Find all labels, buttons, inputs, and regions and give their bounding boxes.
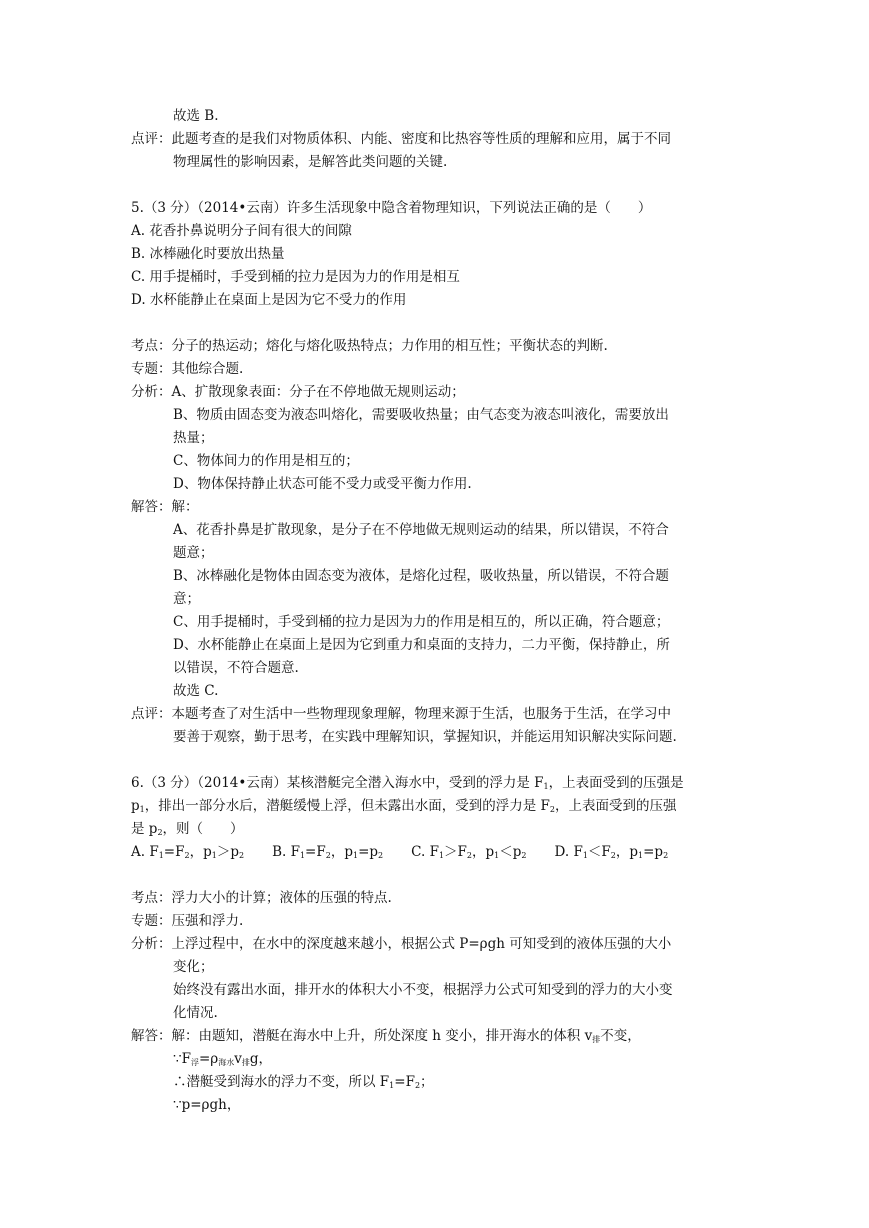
q6-kaodian: 考点：浮力大小的计算；液体的压强的特点. bbox=[131, 890, 392, 906]
q5-jieda-line-4: B、冰棒融化是物体由固态变为液体，是熔化过程，吸收热量，所以错误，不符合题 bbox=[173, 568, 669, 584]
q6-option-b: B. $F_1=F_2$，$p_1=p_2$ bbox=[272, 844, 384, 860]
q6-stem-line-2: $p_1$，排出一部分水后，潜艇缓慢上浮，但未露出水面，受到的浮力是 $F_2$，上表面受到的压强 bbox=[131, 798, 677, 814]
q6-stem-line-1: 6.（3 分）（2014•云南）某核潜艇完全潜入海水中，受到的浮力是 $F_1$，上表面受到的压强是 bbox=[131, 775, 684, 791]
q5-dianping-line-1: 点评：本题考查了对生活中一些物理现象理解，物理来源于生活，也服务于生活，在学习中 bbox=[131, 706, 671, 722]
q6-option-c: C. $F_1>F_2$，$p_1<p_2$ bbox=[411, 844, 527, 860]
q5-jieda-line-5: 意； bbox=[173, 591, 200, 607]
q5-fenxi-line-4: C、物体间力的作用是相互的； bbox=[173, 453, 359, 469]
q5-jieda-line-3: 题意； bbox=[173, 545, 214, 561]
q6-stem-line-3: 是 $p_2$，则（ ） bbox=[131, 821, 244, 837]
q5-stem: 5.（3 分）（2014•云南）许多生活现象中隐含着物理知识，下列说法正确的是（ ） bbox=[131, 200, 652, 216]
q5-jieda-line-2: A、花香扑鼻是扩散现象，是分子在不停地做无规则运动的结果，所以错误，不符合 bbox=[173, 522, 669, 538]
q5-dianping-line-2: 要善于观察，勤于思考，在实践中理解知识，掌握知识，并能运用知识解决实际问题. bbox=[173, 729, 677, 745]
q6-options-row bbox=[131, 841, 668, 867]
q5-zhuanti: 专题：其他综合题. bbox=[131, 361, 244, 377]
q5-fenxi-line-1: 分析：A、扩散现象表面：分子在不停地做无规则运动； bbox=[131, 384, 465, 400]
q5-jieda-line-9: 故选 C. bbox=[173, 683, 219, 699]
q5-fenxi-line-5: D、物体保持静止状态可能不受力或受平衡力作用. bbox=[173, 476, 472, 492]
q6-fenxi-line-3: 始终没有露出水面，排开水的体积大小不变，根据浮力公式可知受到的浮力的大小变 bbox=[173, 982, 673, 998]
q6-jieda-line-2: $\because F_浮=\rho_{海水}v_排g$， bbox=[173, 1051, 273, 1067]
q5-fenxi-line-3: 热量； bbox=[173, 430, 214, 446]
q6-option-a: A. $F_1=F_2$，$p_1>p_2$ bbox=[131, 844, 245, 860]
q5-kaodian: 考点：分子的热运动；熔化与熔化吸热特点；力作用的相互性；平衡状态的判断. bbox=[131, 338, 608, 354]
q5-jieda-line-6: C、用手提桶时，手受到桶的拉力是因为力的作用是相互的，所以正确，符合题意； bbox=[173, 614, 670, 630]
q5-jieda-line-7: D、水杯能静止在桌面上是因为它到重力和桌面的支持力，二力平衡，保持静止，所 bbox=[173, 637, 670, 653]
q6-option-d: D. $F_1<F_2$，$p_1=p_2$ bbox=[554, 844, 669, 860]
q5-option-d: D. 水杯能静止在桌面上是因为它不受力的作用 bbox=[131, 292, 407, 308]
q5-option-b: B. 冰棒融化时要放出热量 bbox=[131, 246, 285, 262]
prev-conclusion: 故选 B. bbox=[173, 108, 219, 124]
q5-option-c: C. 用手提桶时，手受到桶的拉力是因为力的作用是相互 bbox=[131, 269, 460, 285]
q5-option-a: A. 花香扑鼻说明分子间有很大的间隙 bbox=[131, 223, 352, 239]
q5-fenxi-line-2: B、物质由固态变为液态叫熔化，需要吸收热量；由气态变为液态叫液化，需要放出 bbox=[173, 407, 669, 423]
q6-jieda-line-1: 解答：解：由题知，潜艇在海水中上升，所处深度 h 变小，排开海水的体积 $v_排$不变， bbox=[131, 1028, 641, 1044]
q6-jieda-line-3: ∴潜艇受到海水的浮力不变，所以 $F_1=F_2$； bbox=[173, 1074, 434, 1090]
q6-fenxi-line-2: 变化； bbox=[173, 959, 214, 975]
q5-jieda-line-8: 以错误，不符合题意. bbox=[173, 660, 299, 676]
q6-fenxi-line-4: 化情况. bbox=[173, 1005, 218, 1021]
q6-zhuanti: 专题：压强和浮力. bbox=[131, 913, 244, 929]
prev-comment-line-2: 物理属性的影响因素，是解答此类问题的关键. bbox=[173, 154, 448, 170]
prev-comment-line-1: 点评：此题考查的是我们对物质体积、内能、密度和比热容等性质的理解和应用，属于不同 bbox=[131, 131, 671, 147]
q6-fenxi-line-1: 分析：上浮过程中，在水中的深度越来越小，根据公式 P=ρgh 可知受到的液体压强的大小 bbox=[131, 936, 672, 952]
q5-jieda-line-1: 解答：解： bbox=[131, 499, 199, 515]
q6-jieda-line-4: ∵p=ρgh， bbox=[173, 1097, 241, 1113]
